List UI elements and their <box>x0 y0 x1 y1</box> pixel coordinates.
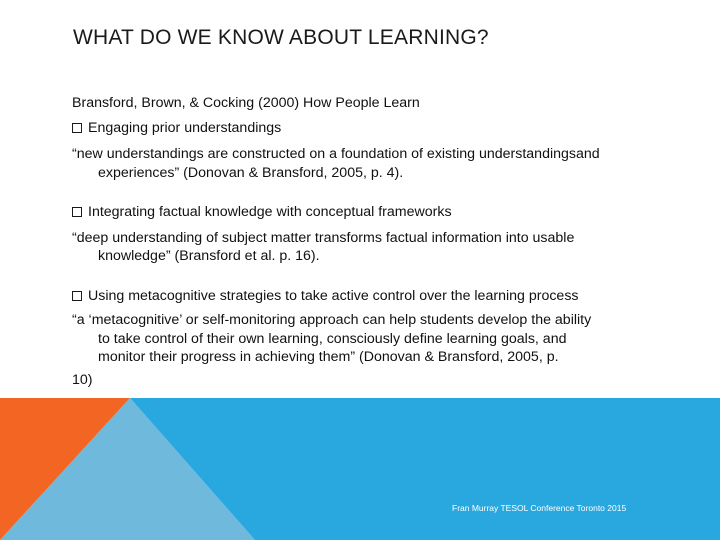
bullet-heading: Engaging prior understandings <box>88 119 282 136</box>
slide-title: WHAT DO WE KNOW ABOUT LEARNING? <box>73 26 489 49</box>
bullet-3 <box>72 287 662 390</box>
reference-line: Bransford, Brown, & Cocking (2000) How People Learn <box>72 95 420 111</box>
bullet-1 <box>72 119 662 183</box>
quote-line: 10) <box>72 371 93 388</box>
bullet-quote <box>72 145 662 182</box>
slide-body <box>72 94 662 389</box>
quote-line: to take control of their own learning, consciously define learning goals, and <box>98 330 567 347</box>
footer-credit: Fran Murray TESOL Conference Toronto 2015 <box>452 503 627 513</box>
bullet-quote <box>72 229 662 266</box>
bullet-heading: Using metacognitive strategies to take active control over the learning process <box>88 287 579 304</box>
checkbox-icon <box>72 207 82 217</box>
quote-line: “new understandings are constructed on a foundation of existing understandingsand <box>72 146 600 162</box>
quote-line: “a ‘metacognitive’ or self-monitoring approach can help students develop the ability <box>72 312 592 328</box>
quote-line: knowledge” (Bransford et al. p. 16). <box>98 248 320 264</box>
bullet-heading: Integrating factual knowledge with conceptual frameworks <box>88 204 452 220</box>
bullet-2 <box>72 203 662 266</box>
checkbox-icon <box>72 291 82 301</box>
quote-line: experiences” (Donovan & Bransford, 2005, p. 4). <box>98 164 404 181</box>
checkbox-icon <box>72 123 82 133</box>
quote-line: “deep understanding of subject matter transforms factual information into usable <box>72 229 575 246</box>
bullet-quote <box>72 311 662 389</box>
quote-line: monitor their progress in achieving them” (Donovan & Bransford, 2005, p. <box>98 349 559 365</box>
